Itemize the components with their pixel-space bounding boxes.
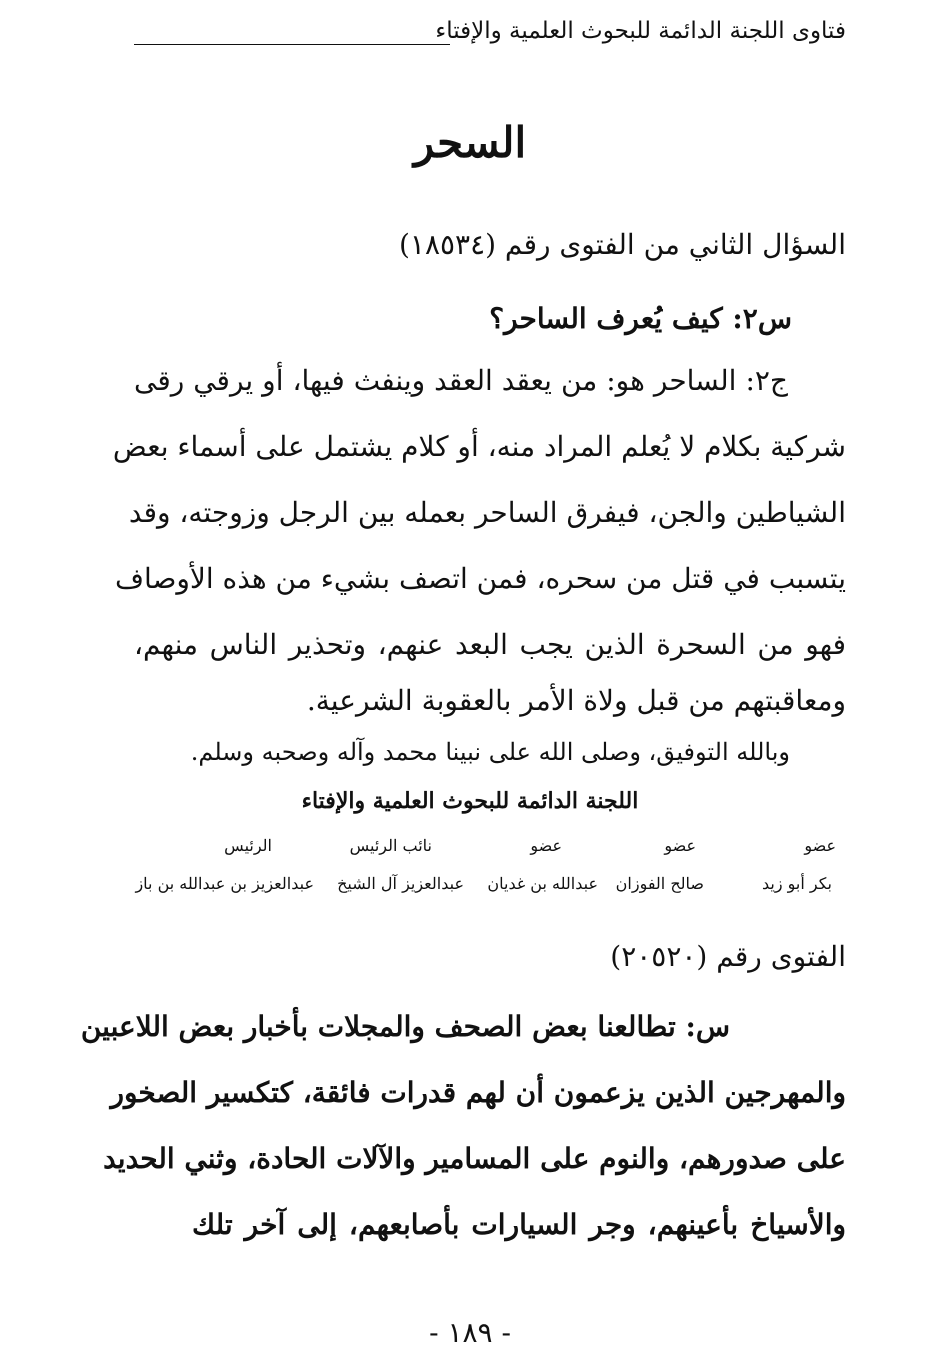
role-vice-president: نائب الرئيس [349, 836, 432, 855]
section-title: السحر [413, 118, 527, 167]
question-heading: السؤال الثاني من الفتوى رقم (١٨٥٣٤) [398, 228, 846, 261]
closing-text: وبالله التوفيق، وصلى الله على نبينا محمد وآله وصحبه وسلم. [190, 738, 790, 766]
member-name: عبدالله بن غديان [487, 874, 598, 893]
page-number: - ١٨٩ - [429, 1316, 511, 1349]
question-2: س٢: كيف يُعرف الساحر؟ [489, 302, 792, 335]
role-member: عضو [530, 836, 562, 855]
answer-line: فهو من السحرة الذين يجب البعد عنهم، وتحذير الناس منهم، [134, 628, 846, 661]
role-president: الرئيس [224, 836, 272, 855]
member-name: صالح الفوزان [615, 874, 704, 893]
member-name: عبدالعزيز بن عبدالله بن باز [135, 874, 314, 893]
question-line: س: تطالعنا بعض الصحف والمجلات بأخبار بعض اللاعبين [80, 1010, 730, 1043]
question-line: والمهرجين الذين يزعمون أن لهم قدرات فائقة، كتكسير الصخور [110, 1076, 846, 1109]
answer-line: شركية بكلام لا يُعلم المراد منه، أو كلام يشتمل على أسماء بعض [112, 430, 846, 463]
answer-line: ج٢: الساحر هو: من يعقد العقد وينفث فيها، أو يرقي رقى [134, 364, 788, 397]
committee-name: اللجنة الدائمة للبحوث العلمية والإفتاء [301, 788, 639, 814]
running-header: فتاوى اللجنة الدائمة للبحوث العلمية والإفتاء [435, 18, 846, 44]
answer-line: يتسبب في قتل من سحره، فمن اتصف بشيء من هذه الأوصاف [115, 562, 846, 595]
fatwa-heading: الفتوى رقم (٢٠٥٢٠) [610, 940, 846, 973]
member-name: عبدالعزيز آل الشيخ [337, 874, 464, 893]
role-member: عضو [664, 836, 696, 855]
header-rule [134, 44, 450, 45]
question-line: على صدورهم، والنوم على المسامير والآلات الحادة، وثني الحديد [103, 1142, 846, 1175]
answer-line: ومعاقبتهم من قبل ولاة الأمر بالعقوبة الشرعية. [306, 684, 846, 717]
role-member: عضو [804, 836, 836, 855]
answer-line: الشياطين والجن، فيفرق الساحر بعمله بين الرجل وزوجته، وقد [128, 496, 846, 529]
question-line: والأسياخ بأعينهم، وجر السيارات بأصابعهم، إلى آخر تلك [192, 1208, 846, 1241]
member-name: بكر أبو زيد [761, 874, 832, 893]
